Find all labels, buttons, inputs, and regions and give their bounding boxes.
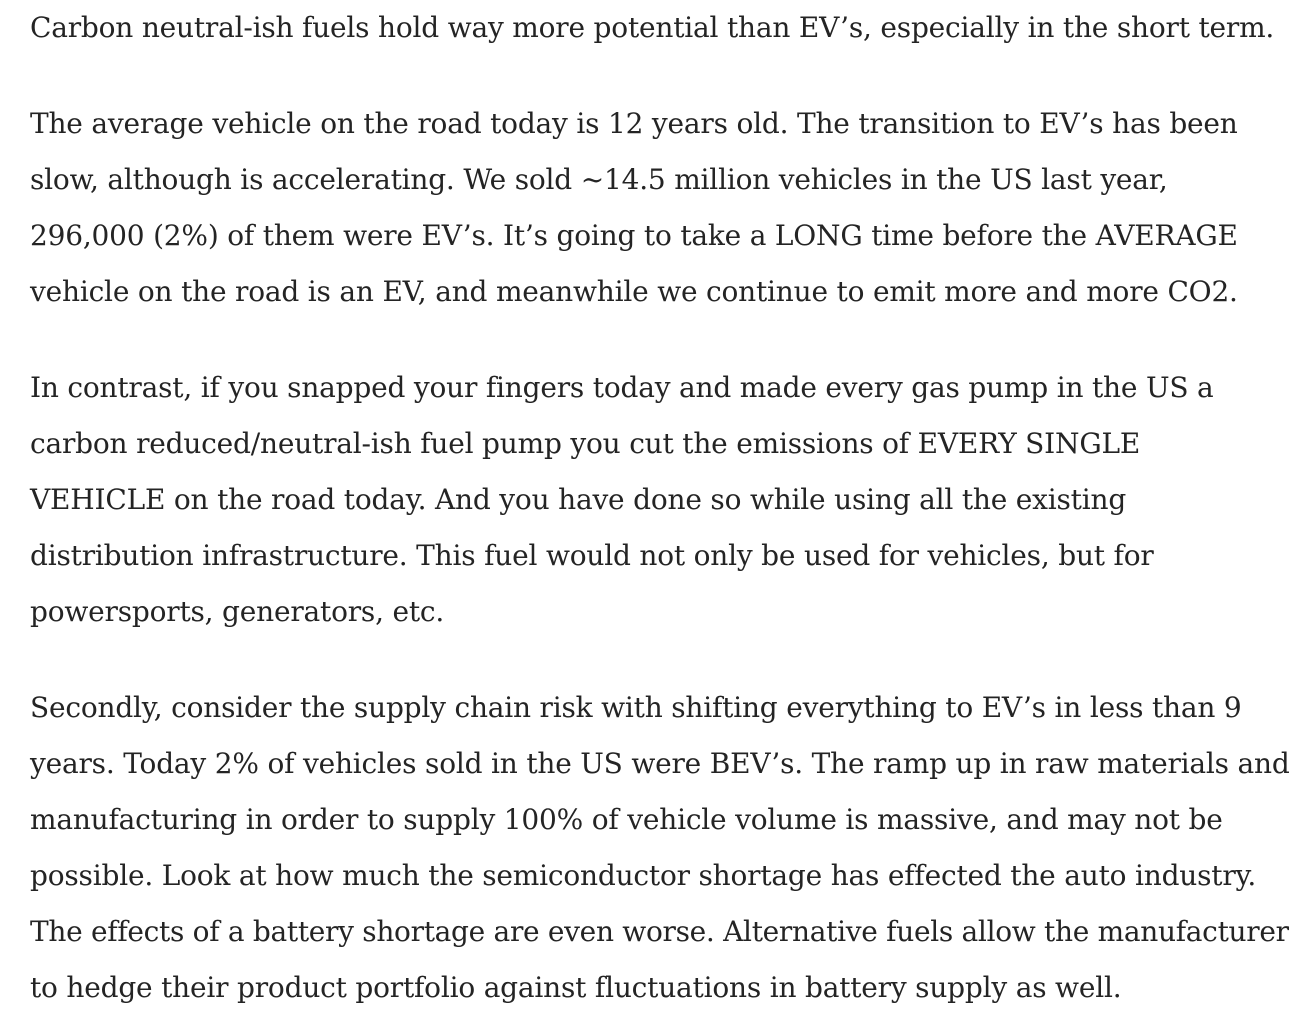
text-line: 296,000 (2%) of them were EV’s. It’s going to take a LONG time before the AVERAGE bbox=[30, 219, 1238, 252]
text-line: slow, although is accelerating. We sold ~14.5 million vehicles in the US last year, bbox=[30, 163, 1168, 196]
paragraph-supply-chain-risk bbox=[30, 680, 1292, 1016]
text-line: carbon reduced/neutral-ish fuel pump you cut the emissions of EVERY SINGLE bbox=[30, 427, 1141, 460]
text-line: to hedge their product portfolio against fluctuations in battery supply as well. bbox=[30, 971, 1122, 1004]
text-line: possible. Look at how much the semiconductor shortage has effected the auto industry. bbox=[30, 859, 1257, 892]
text-line: Carbon neutral-ish fuels hold way more potential than EV’s, especially in the short term. bbox=[30, 11, 1275, 44]
text-line: VEHICLE on the road today. And you have done so while using all the existing bbox=[30, 483, 1127, 516]
article-body bbox=[30, 0, 1292, 1016]
text-line: In contrast, if you snapped your fingers today and made every gas pump in the US a bbox=[30, 371, 1214, 404]
text-line: The effects of a battery shortage are even worse. Alternative fuels allow the manufacturer bbox=[30, 915, 1289, 948]
text-line: manufacturing in order to supply 100% of vehicle volume is massive, and may not be bbox=[30, 803, 1223, 836]
paragraph-gas-pump-contrast bbox=[30, 360, 1292, 640]
text-line: powersports, generators, etc. bbox=[30, 595, 445, 628]
text-line: vehicle on the road is an EV, and meanwhile we continue to emit more and more CO2. bbox=[30, 275, 1238, 308]
paragraph-intro bbox=[30, 0, 1292, 56]
text-line: The average vehicle on the road today is 12 years old. The transition to EV’s has been bbox=[30, 107, 1238, 140]
text-line: years. Today 2% of vehicles sold in the US were BEV’s. The ramp up in raw materials and bbox=[30, 747, 1290, 780]
text-line: Secondly, consider the supply chain risk with shifting everything to EV’s in less than 9 bbox=[30, 691, 1242, 724]
text-line: distribution infrastructure. This fuel would not only be used for vehicles, but for bbox=[30, 539, 1154, 572]
paragraph-average-vehicle-age bbox=[30, 96, 1292, 320]
